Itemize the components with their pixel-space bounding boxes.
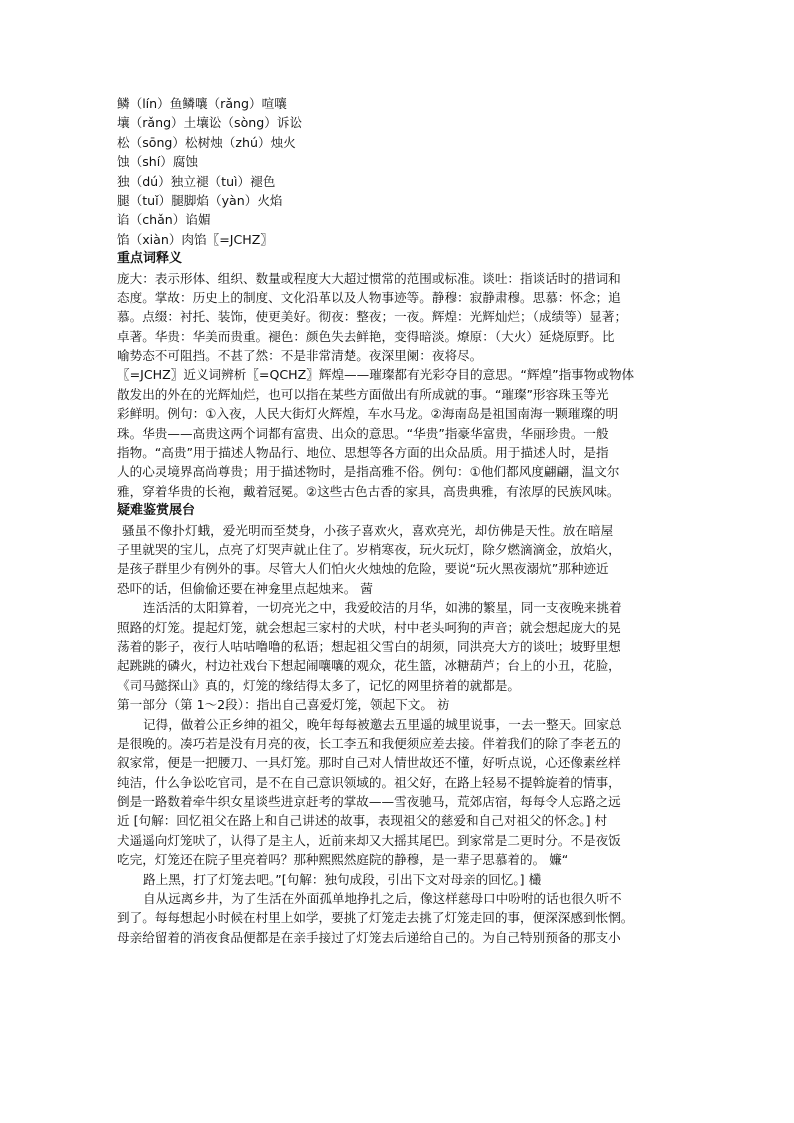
paragraph-line: 照路的灯笼。提起灯笼，就会想起三家村的犬吠，村中老头呵狗的声音；就会想起庞大的晃 [117, 619, 621, 635]
vocab-line: 腿（tuǐ）腿脚焰（yàn）火焰 [117, 192, 283, 208]
paragraph-line: 近 [句解：回忆祖父在路上和自己讲述的故事，表现祖父的慈爱和自己对祖父的怀念。] 村 [117, 813, 608, 829]
paragraph-line: 到了。每每想起小时候在村里上如学，要挑了灯笼走去挑了灯笼走回的事，便深深感到怅惘。 [117, 910, 634, 926]
paragraph-line: 骚虽不像扑灯蛾，爱光明而至焚身，小孩子喜欢火，喜欢亮光，却仿佛是天性。放在暗屋 [122, 522, 614, 538]
paragraph-line: 自从远离乡井，为了生活在外面孤单地挣扎之后，像这样慈母口中吩咐的话也很久听不 [143, 891, 622, 907]
paragraph-line: 第一部分（第 1～2段）：指出自己喜爱灯笼，领起下文。 祊 [117, 697, 450, 713]
paragraph-line: 庞大：表示形体、组织、数量或程度大大超过惯常的范围或标准。谈吐：指谈话时的措词和 [117, 270, 621, 286]
paragraph-line: 荡着的影子，夜行人咕咕噜噜的私语；想起祖父雪白的胡须，同洪亮大方的谈吐；坡野里想 [117, 638, 621, 654]
paragraph-line: 是很晚的。凑巧若是没有月亮的夜，长工李五和我便须应差去接。伴着我们的除了李老五的 [117, 735, 621, 751]
paragraph-line: 散发出的外在的光辉灿烂，也可以指在某些方面做出有所成就的事。“璀璨”形容珠玉等光 [117, 386, 609, 402]
paragraph-line: 纯洁，什么争讼吃官司，是不在自己意识领域的。祖父好，在路上轻易不提斡旋着的情事， [117, 774, 621, 790]
vocab-line: 鳞（lín）鱼鳞嚷（rǎng）喧嚷 [117, 96, 287, 111]
paragraph-line: 态度。掌故：历史上的制度、文化沿革以及人物事迹等。静穆：寂静肃穆。思慕：怀念；追 [117, 289, 621, 305]
section-heading: 疑难鉴赏展台 [117, 503, 196, 519]
vocab-line: 独（dú）独立褪（tuì）褪色 [117, 173, 276, 189]
paragraph-line: 卓著。华贵：华美而贵重。褪色：颜色失去鲜艳，变得暗淡。燎原：（大火）延烧原野。比 [117, 328, 615, 344]
paragraph-line: 指物。“高贵”用于描述人物品行、地位、思想等各方面的出众品质。用于描述人时，是指 [117, 445, 609, 461]
paragraph-line: 记得，做着公正乡绅的祖父，晚年每每被邀去五里遥的城里说事，一去一整天。回家总 [143, 716, 622, 732]
paragraph-line: 〖=JCHZ〗近义词辨析〖=QCHZ〗辉煌——璀璨都有光彩夺目的意思。“辉煌”指事物或物体 [117, 367, 635, 383]
paragraph-line: 彩鲜明。例句：①入夜，人民大街灯火辉煌，车水马龙。②海南岛是祖国南海一颗璀璨的明 [117, 406, 619, 422]
paragraph-line: 喻势态不可阻挡。不甚了然：不是非常清楚。夜深里阑：夜将尽。 [117, 348, 483, 364]
paragraph-line: 是孩子群里少有例外的事。尽管大人们怕火火烛烛的危险，要说“玩火黑夜溺炕”那种迹近 [117, 561, 609, 577]
paragraph-line: 路上黑，打了灯笼去吧。”[句解：独句成段，引出下文对母亲的回忆。] 欉 [143, 871, 542, 887]
paragraph-line: 珠。华贵——高贵这两个词都有富贵、出众的意思。“华贵”指豪华富贵，华丽珍贵。一般 [117, 425, 609, 441]
section-heading: 重点词释义 [117, 251, 183, 267]
paragraph-line: 慕。点缀：衬托、装饰，使更美好。彻夜：整夜；一夜。辉煌：光辉灿烂；（成绩等）显著； [117, 309, 628, 325]
paragraph-line: 连活活的太阳算着，一切亮光之中，我爱皎洁的月华，如沸的繁星，同一支夜晚来挑着 [143, 600, 622, 616]
paragraph-line: 吃完，灯笼还在院子里亮着吗？那种熙熙然庭院的静穆，是一辈子思慕着的。 嬚“ [117, 852, 569, 868]
document-page [117, 94, 677, 947]
paragraph-line: 恐吓的话，但偷偷还要在神龛里点起烛来。 蒏 [117, 580, 373, 596]
paragraph-line: 母亲给留着的消夜食品便都是在亲手接过了灯笼去后递给自己的。为自己特别预备的那支小 [117, 929, 621, 945]
paragraph-line: 人的心灵境界高尚尊贵；用于描述物时，是指高雅不俗。例句：①他们都风度翩翩，温文尔 [117, 464, 620, 480]
vocab-line: 蚀（shí）腐蚀 [117, 154, 199, 170]
paragraph-line: 叙家常，便是一把腰刀、一具灯笼。那时自己对人情世故还不懂，好听点说，心还像素丝样 [117, 755, 621, 771]
paragraph-line: 子里就哭的宝儿，点亮了灯哭声就止住了。岁梢寒夜，玩火玩灯，除夕燃滴滴金，放焰火， [117, 541, 621, 557]
vocab-line: 壤（rǎng）土壤讼（sòng）诉讼 [117, 115, 303, 131]
vocab-line: 馅（xiàn）肉馅〖=JCHZ〗 [117, 231, 273, 247]
paragraph-line: 起跳跳的磷火，村边社戏台下想起闹嚷嚷的观众，花生篮，冰糖葫芦；台上的小丑，花脸， [117, 658, 621, 674]
key-words-section [117, 249, 677, 501]
paragraph-line: 雅，穿着华贵的长袍，戴着冠冕。②这些古色古香的家具，高贵典雅，有浓厚的民族风味。 [117, 483, 620, 499]
vocab-list [117, 94, 677, 249]
vocab-line: 松（sōng）松树烛（zhú）烛火 [117, 134, 296, 150]
paragraph-line: 《司马懿探山》真的，灯笼的缘结得太多了，记忆的网里挤着的就都是。 [117, 677, 520, 693]
appreciation-section [117, 501, 677, 947]
paragraph-line: 犬遥遥向灯笼吠了，认得了是主人，近前来却又大摇其尾巴。到家常是二更时分。不是夜饭 [117, 832, 621, 848]
vocab-line: 谄（chǎn）谄媚 [117, 212, 211, 228]
paragraph-line: 倒是一路数着牵牛织女星谈些进京赶考的掌故——雪夜驰马，荒郊店宿，每每令人忘路之远 [117, 794, 621, 810]
